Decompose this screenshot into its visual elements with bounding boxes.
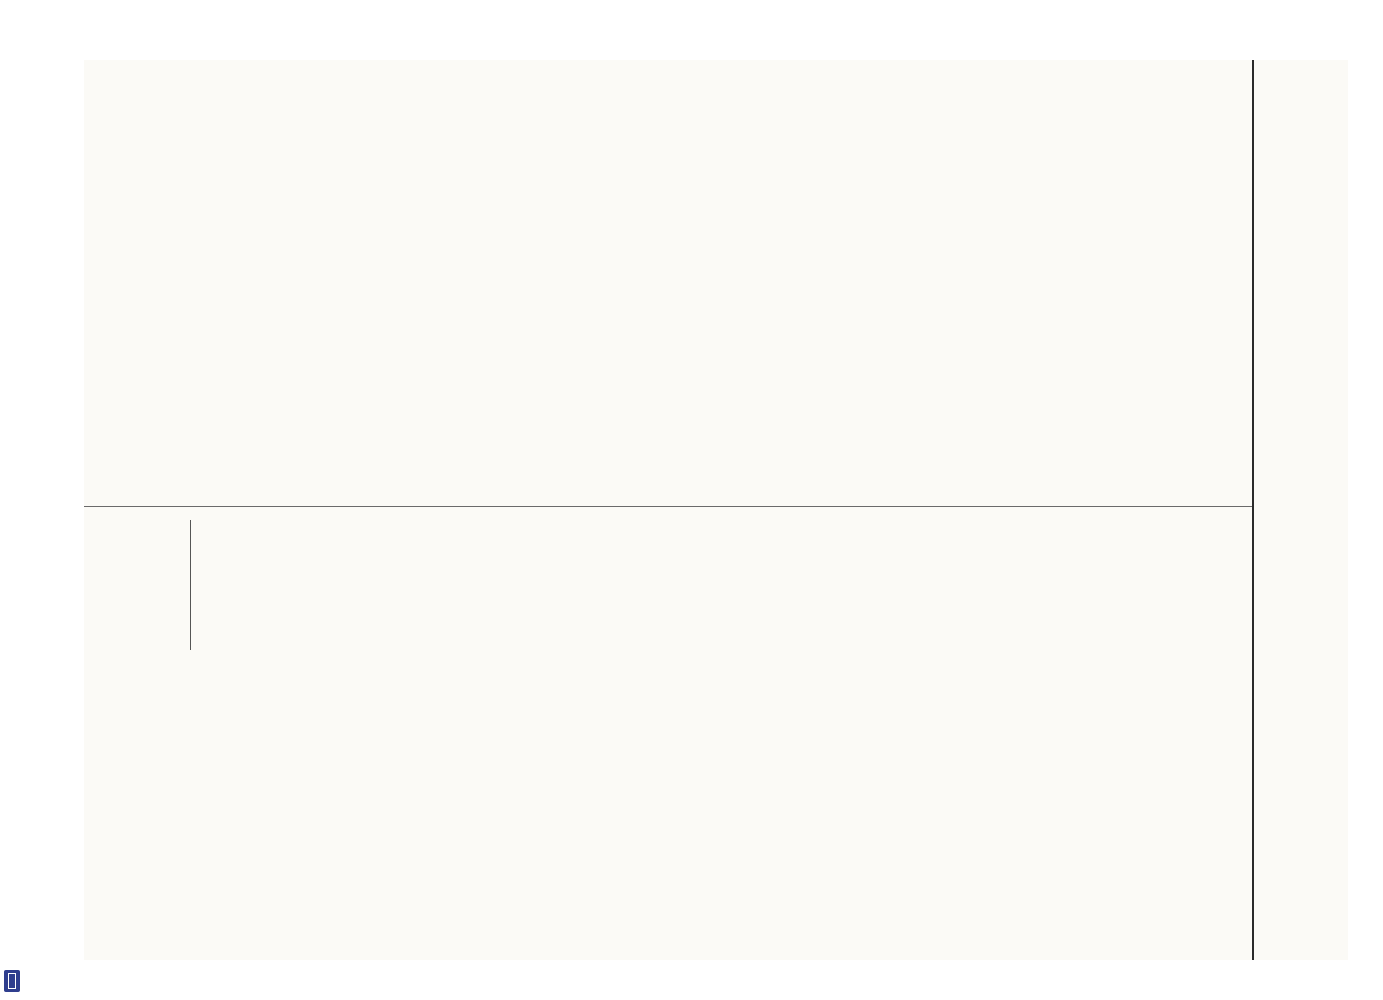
header-running-title [1274,600,1300,960]
funder-logo [4,970,20,992]
header-title [1274,200,1300,560]
footnote [100,522,180,922]
digitization-note [8,428,22,968]
header-rule [1252,60,1254,960]
column-divider [84,506,1252,507]
left-column-text [100,72,1230,482]
right-column-text [100,522,1230,932]
page-number [1274,66,1300,186]
